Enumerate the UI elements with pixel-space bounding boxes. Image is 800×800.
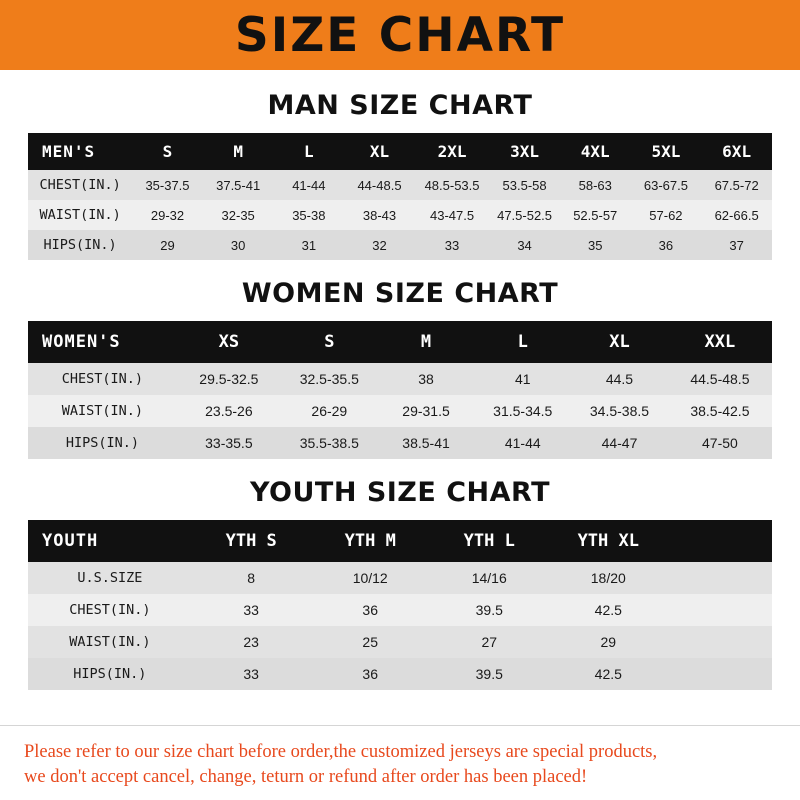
table-row	[28, 363, 772, 395]
man-section-title: MAN SIZE CHART	[267, 90, 533, 121]
table-cell: 43-47.5	[429, 207, 475, 223]
table-cell: 35-37.5	[145, 177, 190, 193]
table-cell: 10/12	[352, 570, 388, 586]
table-cell: 41	[514, 371, 531, 387]
table-cell: 47-50	[702, 435, 738, 451]
header-cell: S	[324, 332, 335, 352]
table-cell: 29	[600, 634, 617, 650]
table-cell: 18/20	[590, 570, 626, 586]
table-row	[28, 200, 772, 230]
table-cell: 33	[444, 237, 460, 253]
table-row	[28, 562, 772, 594]
table-cell: 42.5	[594, 602, 622, 618]
table-cell: 23.5-26	[205, 403, 253, 419]
table-cell: 39.5	[475, 666, 503, 682]
table-cell: 8	[247, 570, 256, 586]
row-label: U.S.SIZE	[77, 570, 143, 586]
table-cell: 36	[658, 237, 674, 253]
table-cell: 35.5-38.5	[299, 435, 359, 451]
row-label: HIPS(IN.)	[73, 666, 147, 682]
table-cell: 38.5-42.5	[690, 403, 750, 419]
header-cell: L	[517, 332, 528, 352]
header-cell: YTH S	[225, 531, 277, 551]
header-cell: YOUTH	[42, 531, 99, 551]
table-cell: 38-43	[362, 207, 397, 223]
header-banner	[0, 0, 800, 70]
table-row	[28, 626, 772, 658]
header-cell: L	[304, 142, 314, 161]
row-label: CHEST(IN.)	[39, 177, 121, 193]
footer-note	[0, 725, 800, 800]
table-cell: 27	[481, 634, 498, 650]
table-cell: 31	[301, 237, 317, 253]
header-cell: YTH L	[463, 531, 515, 551]
table-cell: 44-47	[601, 435, 638, 451]
table-cell: 33	[243, 666, 259, 682]
table-cell: 42.5	[594, 666, 622, 682]
table-cell: 29-32	[150, 207, 185, 223]
table-header-row	[28, 520, 772, 562]
table-cell: 63-67.5	[643, 177, 688, 193]
table-cell: 38.5-41	[402, 435, 450, 451]
header-cell: XS	[218, 332, 240, 352]
table-cell: 38	[418, 371, 434, 387]
row-label: HIPS(IN.)	[65, 435, 139, 451]
header-cell: XL	[369, 142, 390, 161]
table-cell	[668, 658, 772, 690]
table-cell: 32	[372, 237, 387, 253]
youth-section-title: YOUTH SIZE CHART	[249, 477, 551, 508]
table-cell: 41-44	[292, 177, 326, 193]
row-label: HIPS(IN.)	[43, 237, 117, 253]
table-cell: 32-35	[221, 207, 255, 223]
table-cell: 57-62	[649, 207, 683, 223]
header-cell: 3XL	[510, 142, 540, 161]
row-label: CHEST(IN.)	[61, 371, 144, 387]
table-cell: 52.5-57	[573, 207, 618, 223]
table-cell: 34	[517, 237, 532, 253]
man-size-table	[28, 133, 772, 260]
table-cell: 29.5-32.5	[199, 371, 259, 387]
table-row	[28, 658, 772, 690]
table-cell: 35	[588, 237, 603, 253]
header-cell: M	[233, 142, 243, 161]
table-cell: 26-29	[311, 403, 348, 419]
table-cell: 47.5-52.5	[497, 207, 553, 223]
table-cell: 37.5-41	[216, 177, 261, 193]
header-cell: S	[162, 142, 173, 161]
table-cell: 29-31.5	[402, 403, 450, 419]
table-cell: 48.5-53.5	[424, 177, 480, 193]
table-cell: 32.5-35.5	[299, 371, 359, 387]
table-cell	[668, 562, 772, 594]
table-cell: 29	[160, 237, 175, 253]
header-cell: YTH M	[344, 531, 396, 551]
row-label: WAIST(IN.)	[39, 207, 121, 223]
table-cell: 36	[362, 602, 378, 618]
table-cell: 14/16	[471, 570, 507, 586]
footer-line-1: Please refer to our size chart before order,the customized jerseys are special products,	[24, 742, 658, 763]
table-cell: 58-63	[578, 177, 612, 193]
table-cell: 36	[362, 666, 378, 682]
row-label: CHEST(IN.)	[69, 602, 151, 618]
header-cell: 4XL	[580, 142, 610, 161]
table-cell: 33	[243, 602, 259, 618]
header-cell	[668, 520, 772, 562]
table-cell: 44.5-48.5	[690, 371, 750, 387]
table-row	[28, 594, 772, 626]
footer-line-2: we don't accept cancel, change, teturn or refund after order has been placed!	[24, 767, 588, 788]
content-area	[0, 70, 800, 725]
table-cell: 23	[243, 634, 259, 650]
table-cell: 41-44	[504, 435, 541, 451]
row-label: WAIST(IN.)	[69, 634, 151, 650]
header-cell: MEN'S	[42, 142, 96, 161]
page-title: SIZE CHART	[234, 7, 566, 63]
header-cell: 2XL	[437, 142, 467, 161]
table-cell: 34.5-38.5	[589, 403, 650, 419]
table-cell: 53.5-58	[502, 177, 547, 193]
table-cell: 67.5-72	[714, 177, 759, 193]
header-cell: 6XL	[722, 142, 752, 161]
women-section-title: WOMEN SIZE CHART	[241, 278, 559, 309]
header-cell: XL	[609, 332, 630, 352]
youth-size-table	[28, 520, 772, 690]
header-cell: YTH XL	[577, 531, 639, 551]
table-cell: 33-35.5	[205, 435, 253, 451]
header-cell: M	[420, 332, 432, 352]
row-label: WAIST(IN.)	[61, 403, 144, 419]
table-cell: 35-38	[292, 207, 326, 223]
header-cell: 5XL	[651, 142, 681, 161]
table-cell	[668, 626, 772, 658]
table-header-row	[28, 133, 772, 170]
table-cell: 37	[729, 237, 744, 253]
table-header-row	[28, 321, 772, 363]
table-row	[28, 427, 772, 459]
header-cell: XXL	[704, 332, 736, 352]
table-cell: 39.5	[475, 602, 503, 618]
header-cell: WOMEN'S	[42, 332, 121, 352]
table-cell: 30	[230, 237, 246, 253]
table-cell: 25	[362, 634, 378, 650]
table-row	[28, 170, 772, 200]
table-cell: 44.5	[605, 371, 634, 387]
table-cell: 44-48.5	[357, 177, 402, 193]
women-size-table	[28, 321, 772, 459]
table-row	[28, 230, 772, 260]
table-cell: 62-66.5	[714, 207, 759, 223]
table-row	[28, 395, 772, 427]
table-cell	[668, 594, 772, 626]
table-cell: 31.5-34.5	[493, 403, 553, 419]
